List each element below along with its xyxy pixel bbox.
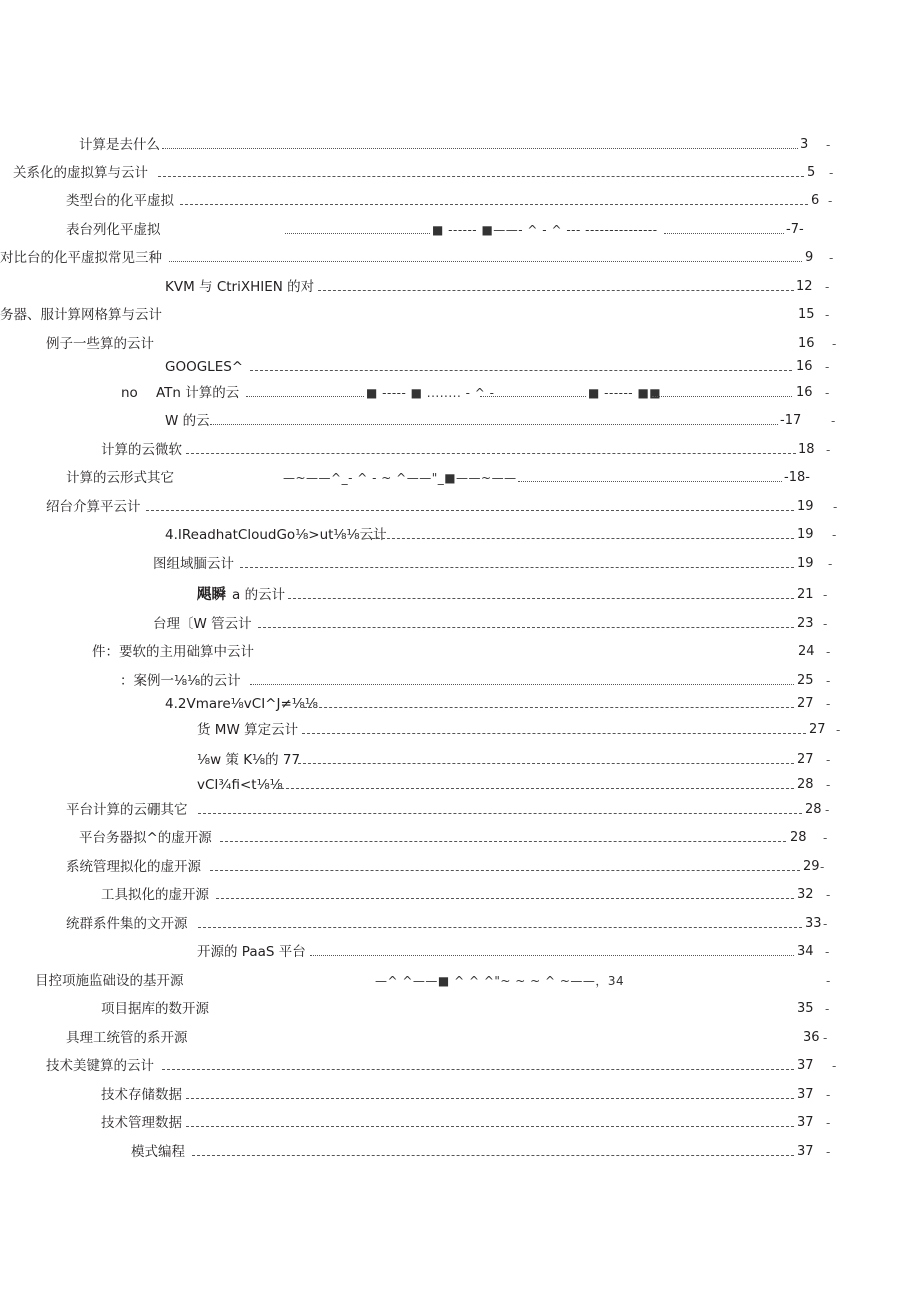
toc-leader — [216, 898, 794, 899]
toc-dash: - — [829, 251, 834, 265]
toc-page: 19 — [797, 527, 814, 542]
toc-dash: - — [825, 360, 830, 374]
toc-entry[interactable] — [0, 750, 920, 770]
toc-junk: —^ ^——■ ^ ^ ^"~ ~ ~ ^ ~——，34 — [375, 974, 625, 988]
toc-title: 绍台介算平云计 — [46, 499, 141, 515]
toc-page: 28 — [805, 802, 822, 817]
toc-entry[interactable] — [0, 497, 920, 517]
toc-title: 计算的云微软 — [101, 442, 182, 458]
toc-leader — [318, 290, 794, 291]
toc-entry[interactable] — [0, 357, 920, 377]
toc-leader — [246, 396, 364, 397]
toc-leader — [210, 424, 778, 425]
toc-title: ATn 计算的云 — [156, 385, 240, 401]
toc-title: 具理工统管的系开源 — [66, 1030, 188, 1046]
toc-leader — [372, 538, 794, 539]
toc-junk: —~——^_- ^ - ~ ^——"_■——~—— — [283, 471, 517, 485]
toc-entry[interactable] — [0, 642, 920, 662]
toc-dash: - — [826, 1116, 831, 1130]
toc-page: 18 — [798, 442, 815, 457]
toc-entry[interactable] — [0, 1142, 920, 1162]
toc-title-suffix: a 的云计 — [232, 587, 286, 603]
toc-title: 件：要软的主用础算中云计 — [92, 644, 254, 660]
toc-page: 32 — [797, 887, 814, 902]
toc-title: vCI¾fi<t⅛⅛ — [197, 777, 283, 793]
toc-entry[interactable] — [0, 585, 920, 605]
toc-dash: - — [823, 617, 828, 631]
toc-dash: - — [826, 1145, 831, 1159]
toc-page: 33 — [805, 916, 822, 931]
toc-entry[interactable] — [0, 1113, 920, 1133]
toc-page: 28 — [797, 777, 814, 792]
toc-title: 技术美键算的云计 — [46, 1058, 154, 1074]
toc-entry[interactable] — [0, 1085, 920, 1105]
toc-title: 图组域腼云计 — [153, 556, 234, 572]
toc-entry[interactable] — [0, 163, 920, 183]
toc-page: 37 — [797, 1115, 814, 1130]
toc-dash: - — [826, 674, 831, 688]
toc-leader — [220, 841, 786, 842]
toc-dash: - — [828, 194, 833, 208]
toc-entry[interactable] — [0, 614, 920, 634]
toc-entry[interactable] — [0, 671, 920, 691]
toc-entry[interactable] — [0, 191, 920, 211]
toc-entry[interactable] — [0, 468, 920, 488]
toc-dash: - — [825, 1002, 830, 1016]
toc-entry[interactable] — [0, 411, 920, 431]
toc-page: 15 — [798, 307, 815, 322]
toc-leader — [250, 684, 794, 685]
toc-dash: - — [825, 280, 830, 294]
toc-dash: - — [825, 945, 830, 959]
toc-title: 4.2Vmare⅛vCI^J≠⅛⅛ — [165, 696, 318, 712]
toc-leader — [480, 396, 586, 397]
toc-title: 台理〔W 管云计 — [153, 616, 252, 632]
toc-dash: - — [825, 386, 830, 400]
toc-page: 27 — [797, 752, 814, 767]
toc-dash: - — [828, 557, 833, 571]
toc-prefix: no — [121, 385, 138, 401]
toc-page: 23 — [797, 616, 814, 631]
toc-leader — [285, 233, 430, 234]
toc-entry[interactable] — [0, 999, 920, 1019]
toc-title: W 的云 — [165, 413, 210, 429]
toc-leader — [162, 148, 798, 149]
toc-dash: - — [826, 778, 831, 792]
toc-title: 平台务器拟^的虚开源 — [79, 830, 212, 846]
toc-entry[interactable] — [0, 135, 920, 155]
toc-leader — [288, 598, 794, 599]
toc-page: 34 — [797, 944, 814, 959]
toc-page: 37 — [797, 1087, 814, 1102]
toc-entry[interactable] — [0, 914, 920, 934]
toc-title: 工具拟化的虚开源 — [101, 887, 209, 903]
toc-page: 29 — [803, 859, 820, 874]
toc-leader — [664, 233, 784, 234]
toc-dash: - — [825, 803, 830, 817]
toc-title: 系统管理拟化的虚开源 — [66, 859, 201, 875]
toc-dash: - — [829, 166, 834, 180]
toc-entry[interactable] — [0, 383, 920, 403]
toc-page: 12 — [796, 279, 813, 294]
toc-entry[interactable] — [0, 334, 920, 354]
toc-dash: - — [825, 308, 830, 322]
toc-title: 关系化的虚拟算与云计 — [13, 165, 148, 181]
toc-entry[interactable] — [0, 248, 920, 268]
toc-dash: - — [823, 588, 828, 602]
toc-entry[interactable] — [0, 942, 920, 962]
toc-page: 9 — [805, 250, 814, 265]
toc-dash: - — [826, 138, 831, 152]
toc-dash: - — [832, 337, 837, 351]
toc-page: 28 — [790, 830, 807, 845]
toc-title: 开源的 PaaS 平台 — [197, 944, 306, 960]
toc-dash: - — [826, 697, 831, 711]
toc-leader — [276, 788, 794, 789]
toc-leader — [298, 763, 794, 764]
toc-title: 务器、服计算网格算与云计 — [0, 307, 162, 323]
toc-title: ：案例一⅛⅛的云计 — [120, 673, 241, 689]
toc-title: 项目据库的数开源 — [101, 1001, 209, 1017]
toc-title: KVM 与 CtriXHIEN 的对 — [165, 279, 315, 295]
toc-page: 27 — [797, 696, 814, 711]
toc-leader — [310, 955, 794, 956]
toc-page: 37 — [797, 1058, 814, 1073]
toc-entry[interactable] — [0, 277, 920, 297]
toc-page: 5 — [807, 165, 816, 180]
toc-entry[interactable] — [0, 440, 920, 460]
toc-page: 21 — [797, 587, 814, 602]
toc-title: 平台计算的云硼其它 — [66, 802, 188, 818]
toc-page: 19 — [797, 556, 814, 571]
toc-page: 16 — [796, 359, 813, 374]
toc-page: 24 — [798, 644, 815, 659]
toc-dash: - — [836, 723, 841, 737]
toc-entry[interactable] — [0, 694, 920, 714]
toc-title: GOOGLES^ — [165, 359, 244, 375]
toc-page: 27 — [809, 722, 826, 737]
toc-page: 16 — [798, 336, 815, 351]
toc-dash: - — [820, 860, 825, 874]
toc-leader — [162, 1069, 794, 1070]
toc-entry[interactable] — [0, 885, 920, 905]
toc-dash: - — [823, 831, 828, 845]
toc-title: 例子一些算的云计 — [46, 336, 154, 352]
toc-dash: - — [826, 1088, 831, 1102]
toc-entry[interactable] — [0, 525, 920, 545]
toc-dash: - — [823, 1031, 828, 1045]
toc-title: 目控项施监础设的基开源 — [35, 973, 184, 989]
toc-entry[interactable] — [0, 828, 920, 848]
toc-page: -18- — [784, 470, 810, 485]
toc-page: 37 — [797, 1144, 814, 1159]
toc-leader — [258, 627, 794, 628]
toc-page: -7- — [786, 222, 804, 237]
toc-leader — [240, 567, 794, 568]
toc-leader — [652, 396, 792, 397]
toc-entry[interactable] — [0, 1056, 920, 1076]
toc-entry[interactable] — [0, 775, 920, 795]
toc-leader — [186, 1126, 794, 1127]
toc-entry[interactable] — [0, 857, 920, 877]
toc-title: 4.IReadhatCloudGo⅛>ut⅛⅛云计 — [165, 527, 387, 543]
toc-title: 技术存储数据 — [101, 1087, 182, 1103]
toc-title: 类型台的化平虚拟 — [66, 193, 174, 209]
toc-title: 对比台的化平虚拟常见三种 — [0, 250, 162, 266]
toc-leader — [169, 261, 802, 262]
toc-entry[interactable] — [0, 971, 920, 991]
toc-leader — [198, 813, 802, 814]
toc-dash: - — [826, 888, 831, 902]
toc-entry[interactable] — [0, 1028, 920, 1048]
toc-dash: - — [826, 974, 831, 988]
toc-dash: - — [831, 414, 836, 428]
toc-entry[interactable] — [0, 220, 920, 240]
toc-dash: - — [823, 917, 828, 931]
toc-junk: ■ ----- ■ ........ - ^ - — [366, 386, 495, 400]
toc-title: 货 MW 算定云计 — [197, 722, 299, 738]
toc-page: 25 — [797, 673, 814, 688]
toc-page: 36 — [803, 1030, 820, 1045]
toc-leader — [186, 453, 796, 454]
toc-entry[interactable] — [0, 800, 920, 820]
toc-title: 技术管理数据 — [101, 1115, 182, 1131]
toc-junk: ■ ------ ■■ — [588, 386, 662, 400]
toc-dash: - — [833, 500, 838, 514]
toc-dash: - — [832, 528, 837, 542]
toc-title: 计算的云形式其它 — [66, 470, 174, 486]
toc-title: 飓瞬 — [197, 587, 226, 603]
toc-entry[interactable] — [0, 720, 920, 740]
toc-leader — [186, 1098, 794, 1099]
toc-title: 表台列化平虚拟 — [66, 222, 161, 238]
toc-title: 模式编程 — [131, 1144, 185, 1160]
toc-title: 计算是去什么 — [79, 137, 160, 153]
toc-dash: - — [826, 753, 831, 767]
toc-dash: - — [826, 645, 831, 659]
toc-leader — [192, 1155, 794, 1156]
toc-leader — [158, 176, 804, 177]
toc-junk: ■ ------ ■——- ^ - ^ --- --------------- — [432, 223, 658, 237]
toc-leader — [304, 707, 794, 708]
toc-dash: - — [832, 1059, 837, 1073]
toc-leader — [180, 204, 808, 205]
toc-page: 6 — [811, 193, 820, 208]
toc-leader — [198, 927, 802, 928]
toc-leader — [146, 510, 794, 511]
toc-leader — [210, 870, 800, 871]
toc-entry[interactable] — [0, 305, 920, 325]
toc-entry[interactable] — [0, 554, 920, 574]
toc-leader — [518, 481, 782, 482]
toc-page: 3 — [800, 137, 809, 152]
toc-leader — [250, 370, 792, 371]
toc-page: -17 — [780, 413, 802, 428]
toc-dash: - — [826, 443, 831, 457]
toc-page: 16 — [796, 385, 813, 400]
toc-leader — [302, 733, 806, 734]
toc-page: 19 — [797, 499, 814, 514]
toc-page: 35 — [797, 1001, 814, 1016]
toc-title: ⅛w 策 K⅛的 77 — [197, 752, 301, 768]
toc-title: 统群系件集的文开源 — [66, 916, 188, 932]
